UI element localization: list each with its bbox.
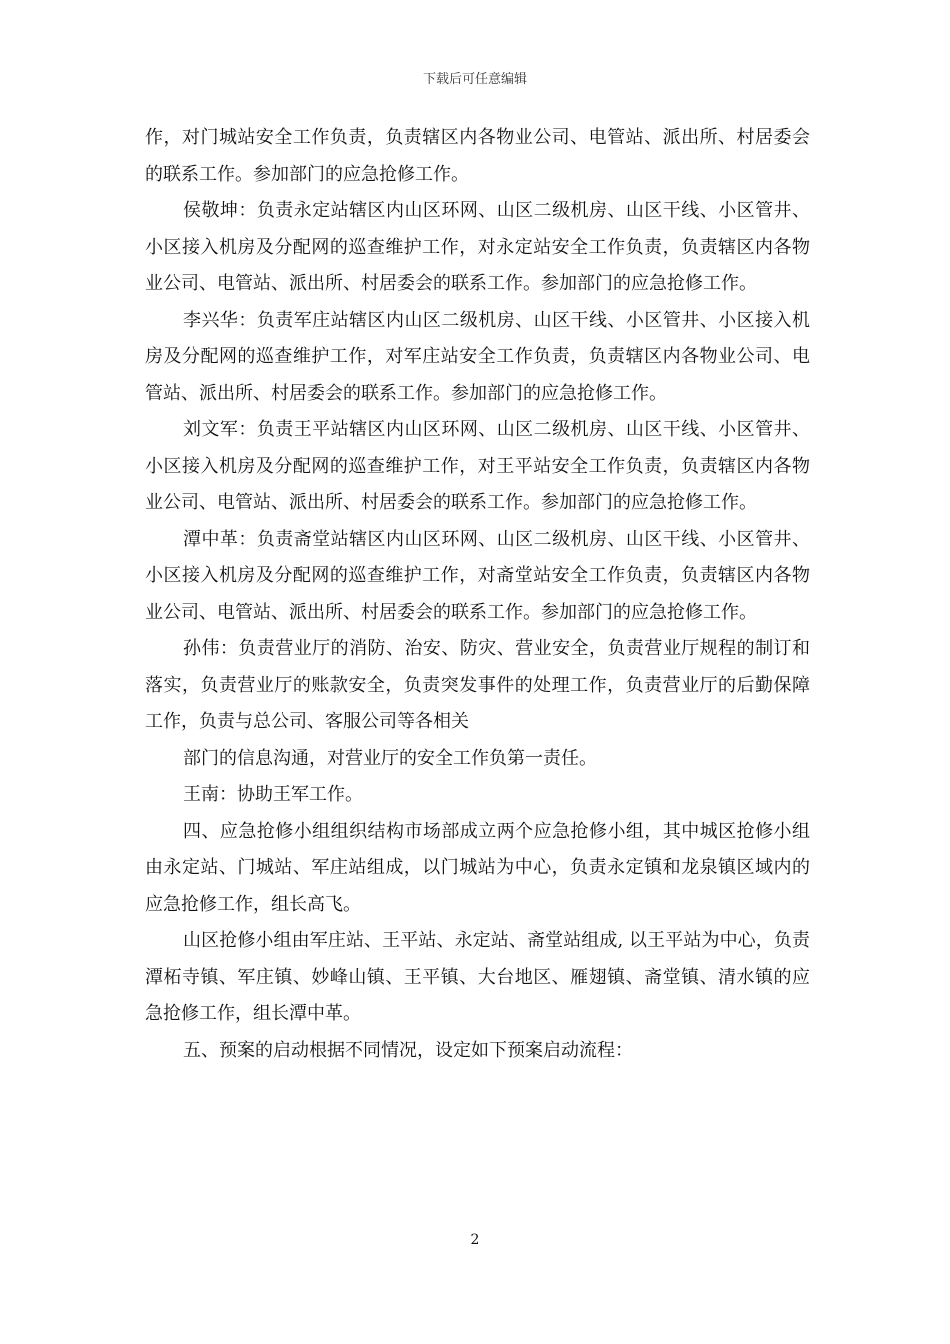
document-body [145,120,810,1069]
paragraph-section-five: 五、预案的启动根据不同情况，设定如下预案启动流程： [183,1039,633,1061]
paragraph-mountain-team: 山区抢修小组由军庄站、王平站、永定站、斋堂站组成, 以王平站为中心，负责潭柘寺镇、军庄镇、妙峰山镇、王平镇、大台地区、雁翅镇、斋堂镇、清水镇的应急抢修工作，组长潭中革。 [145,930,810,1024]
paragraph-sun-wei: 孙伟：负责营业厅的消防、治安、防灾、营业安全，负责营业厅规程的制订和落实，负责营业厅的账款安全，负责突发事件的处理工作，负责营业厅的后勤保障工作，负责与总公司、客服公司等各相关 [145,638,810,732]
paragraph-wang-nan: 王南：协助王军工作。 [183,784,363,805]
paragraph-tan-zhongge: 潭中革：负责斋堂站辖区内山区环网、山区二级机房、山区干线、小区管井、小区接入机房及分配网的巡查维护工作，对斋堂站安全工作负责，负责辖区内各物业公司、电管站、派出所、村居委会的联系工作。参加部门的应急抢修工作。 [145,528,810,623]
paragraph-sun-wei-continued: 部门的信息沟通，对营业厅的安全工作负第一责任。 [183,747,597,769]
page-number: 2 [470,1232,480,1248]
paragraph-liu-wenjun: 刘文军：负责王平站辖区内山区环网、山区二级机房、山区干线、小区管井、小区接入机房及分配网的巡查维护工作，对王平站安全工作负责，负责辖区内各物业公司、电管站、派出所、村居委会的联系工作。参加部门的应急抢修工作。 [145,419,810,513]
paragraph-hou-jingkun: 侯敬坤：负责永定站辖区内山区环网、山区二级机房、山区干线、小区管井、小区接入机房及分配网的巡查维护工作，对永定站安全工作负责，负责辖区内各物业公司、电管站、派出所、村居委会的联系工作。参加部门的应急抢修工作。 [145,200,810,294]
paragraph-continuation: 作，对门城站安全工作负责，负责辖区内各物业公司、电管站、派出所、村居委会的联系工作。参加部门的应急抢修工作。 [145,127,810,185]
page-header: 下载后可任意编辑 [422,72,527,87]
paragraph-section-four: 四、应急抢修小组组织结构市场部成立两个应急抢修小组，其中城区抢修小组由永定站、门城站、军庄站组成，以门城站为中心，负责永定镇和龙泉镇区域内的应急抢修工作，组长高飞。 [145,820,810,915]
paragraph-li-xinghua: 李兴华：负责军庄站辖区内山区二级机房、山区干线、小区管井、小区接入机房及分配网的巡查维护工作，对军庄站安全工作负责，负责辖区内各物业公司、电管站、派出所、村居委会的联系工作。参加部门的应急抢修工作。 [145,309,810,404]
